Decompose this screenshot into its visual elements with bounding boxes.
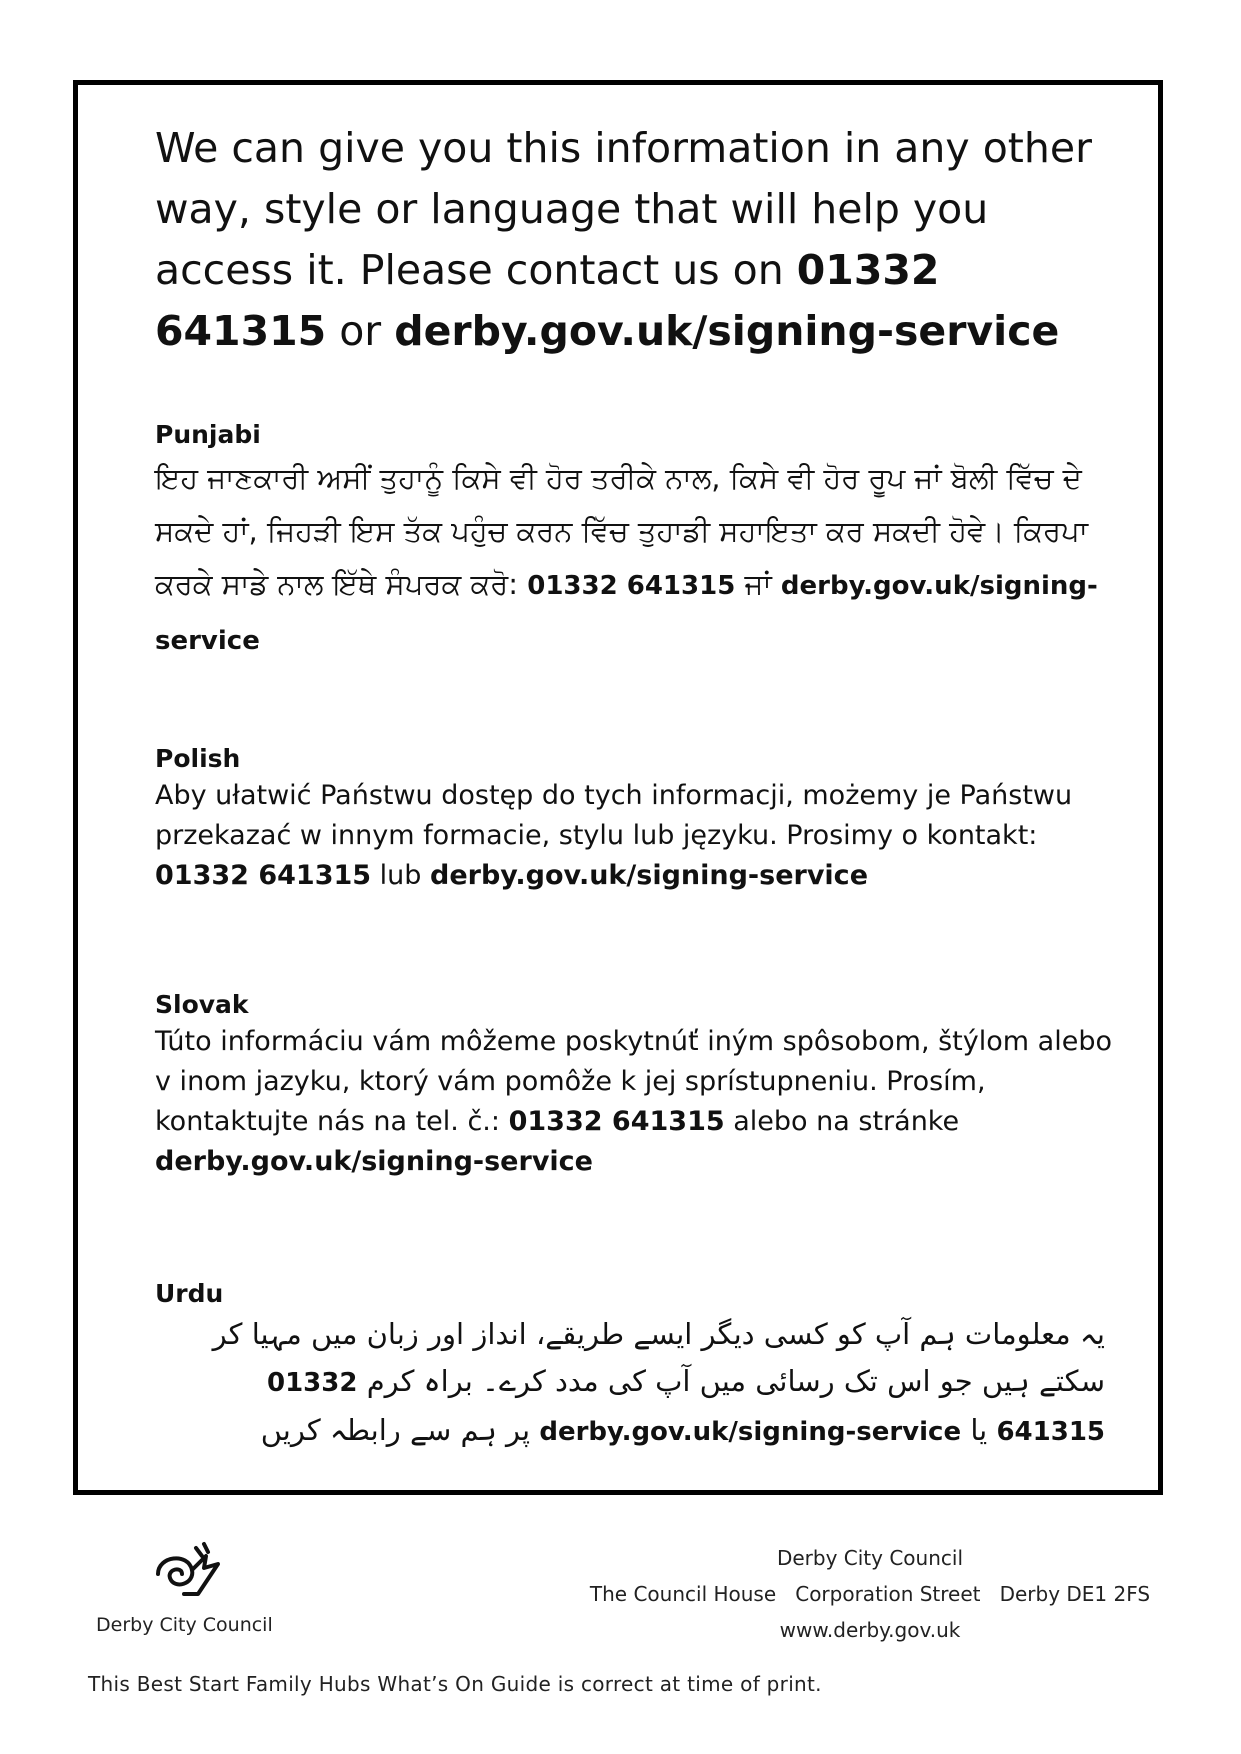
polish-or: lub [379,860,422,891]
address-line: The Council House Corporation Street Derby DE1 2FS [589,1582,1151,1606]
punjabi-heading: Punjabi [155,420,261,449]
punjabi-section [155,418,1115,668]
slovak-mid: alebo na stránke [733,1106,960,1137]
punjabi-url: derby.gov.uk/signing-service [155,571,1098,656]
punjabi-body: ਇਹ ਜਾਣਕਾਰੀ ਅਸੀਂ ਤੁਹਾਨੂੰ ਕਿਸੇ ਵੀ ਹੋਰ ਤਰੀਕੇ ਨਾਲ, ਕਿਸੇ ਵੀ ਹੋਰ ਰੂਪ ਜਾਂ ਬੋਲੀ ਵਿੱਚ ਦੇ ਸਕਦੇ ਹਾਂ, ਜਿਹੜੀ ਇਸ ਤੱਕ ਪਹੁੰਚ ਕਰਨ ਵਿੱਚ ਤੁਹਾਡੀ ਸਹਾਇਤਾ ਕਰ ਸਕਦੀ ਹੋਵੇ। ਕਿਰਪਾ ਕਰਕੇ ਸਾਡੇ ਨਾਲ ਇੱਥੇ ਸੰਪਰਕ ਕਰੋ: [155,461,1089,601]
intro-or: or [339,307,382,355]
urdu-phone: 01332 641315 [267,1368,1105,1447]
print-note: This Best Start Family Hubs What’s On Guide is correct at time of print. [88,1672,822,1696]
punjabi-phone: 01332 641315 [527,571,736,601]
council-address [560,1540,1180,1648]
logo-text: Derby City Council [96,1614,273,1636]
slovak-phone: 01332 641315 [508,1106,725,1137]
slovak-text [155,1022,1115,1182]
punjabi-text [155,452,1115,668]
polish-body: Aby ułatwić Państwu dostęp do tych informacji, możemy je Państwu przekazać w innym formacie, stylu lub języku. Prosimy o kontakt: [155,780,1073,851]
intro-text: We can give you this information in any other way, style or language that will help you access it. Please contact us on [155,124,1092,294]
urdu-heading: Urdu [155,1279,224,1308]
slovak-body: Túto informáciu vám môžeme poskytnúť iným spôsobom, štýlom alebo v inom jazyku, ktorý vám pomôže k jej sprístupneniu. Prosím, kontaktujte nás na tel. č.: [155,1026,1112,1137]
polish-text [155,776,1115,896]
slovak-section [155,988,1115,1182]
slovak-url: derby.gov.uk/signing-service [155,1146,593,1177]
polish-url: derby.gov.uk/signing-service [430,860,869,891]
address-name: Derby City Council [776,1546,964,1570]
polish-section [155,742,1115,896]
intro-url: derby.gov.uk/signing-service [394,307,1060,355]
polish-heading: Polish [155,744,241,773]
punjabi-or: ਜਾਂ [744,567,772,601]
intro-paragraph [155,118,1115,362]
urdu-url: derby.gov.uk/signing-service [539,1417,962,1447]
urdu-body: یہ معلومات ہم آپ کو کسی دیگر ایسے طریقے، انداز اور زبان میں مہیا کر سکتے ہیں جو اس تک رسائی میں آپ کی مدد کرے۔ براہ کرم [212,1317,1105,1398]
urdu-or: یا [970,1413,988,1447]
intro-phone: 01332 641315 [155,246,940,355]
slovak-heading: Slovak [155,990,249,1019]
urdu-text [155,1311,1105,1456]
urdu-end: پر ہم سے رابطہ کریں [260,1413,531,1447]
polish-phone: 01332 641315 [155,860,372,891]
urdu-section [155,1277,1115,1456]
ram-logo-icon [144,1534,224,1606]
website-link[interactable]: www.derby.gov.uk [779,1618,961,1642]
council-logo [96,1534,296,1644]
